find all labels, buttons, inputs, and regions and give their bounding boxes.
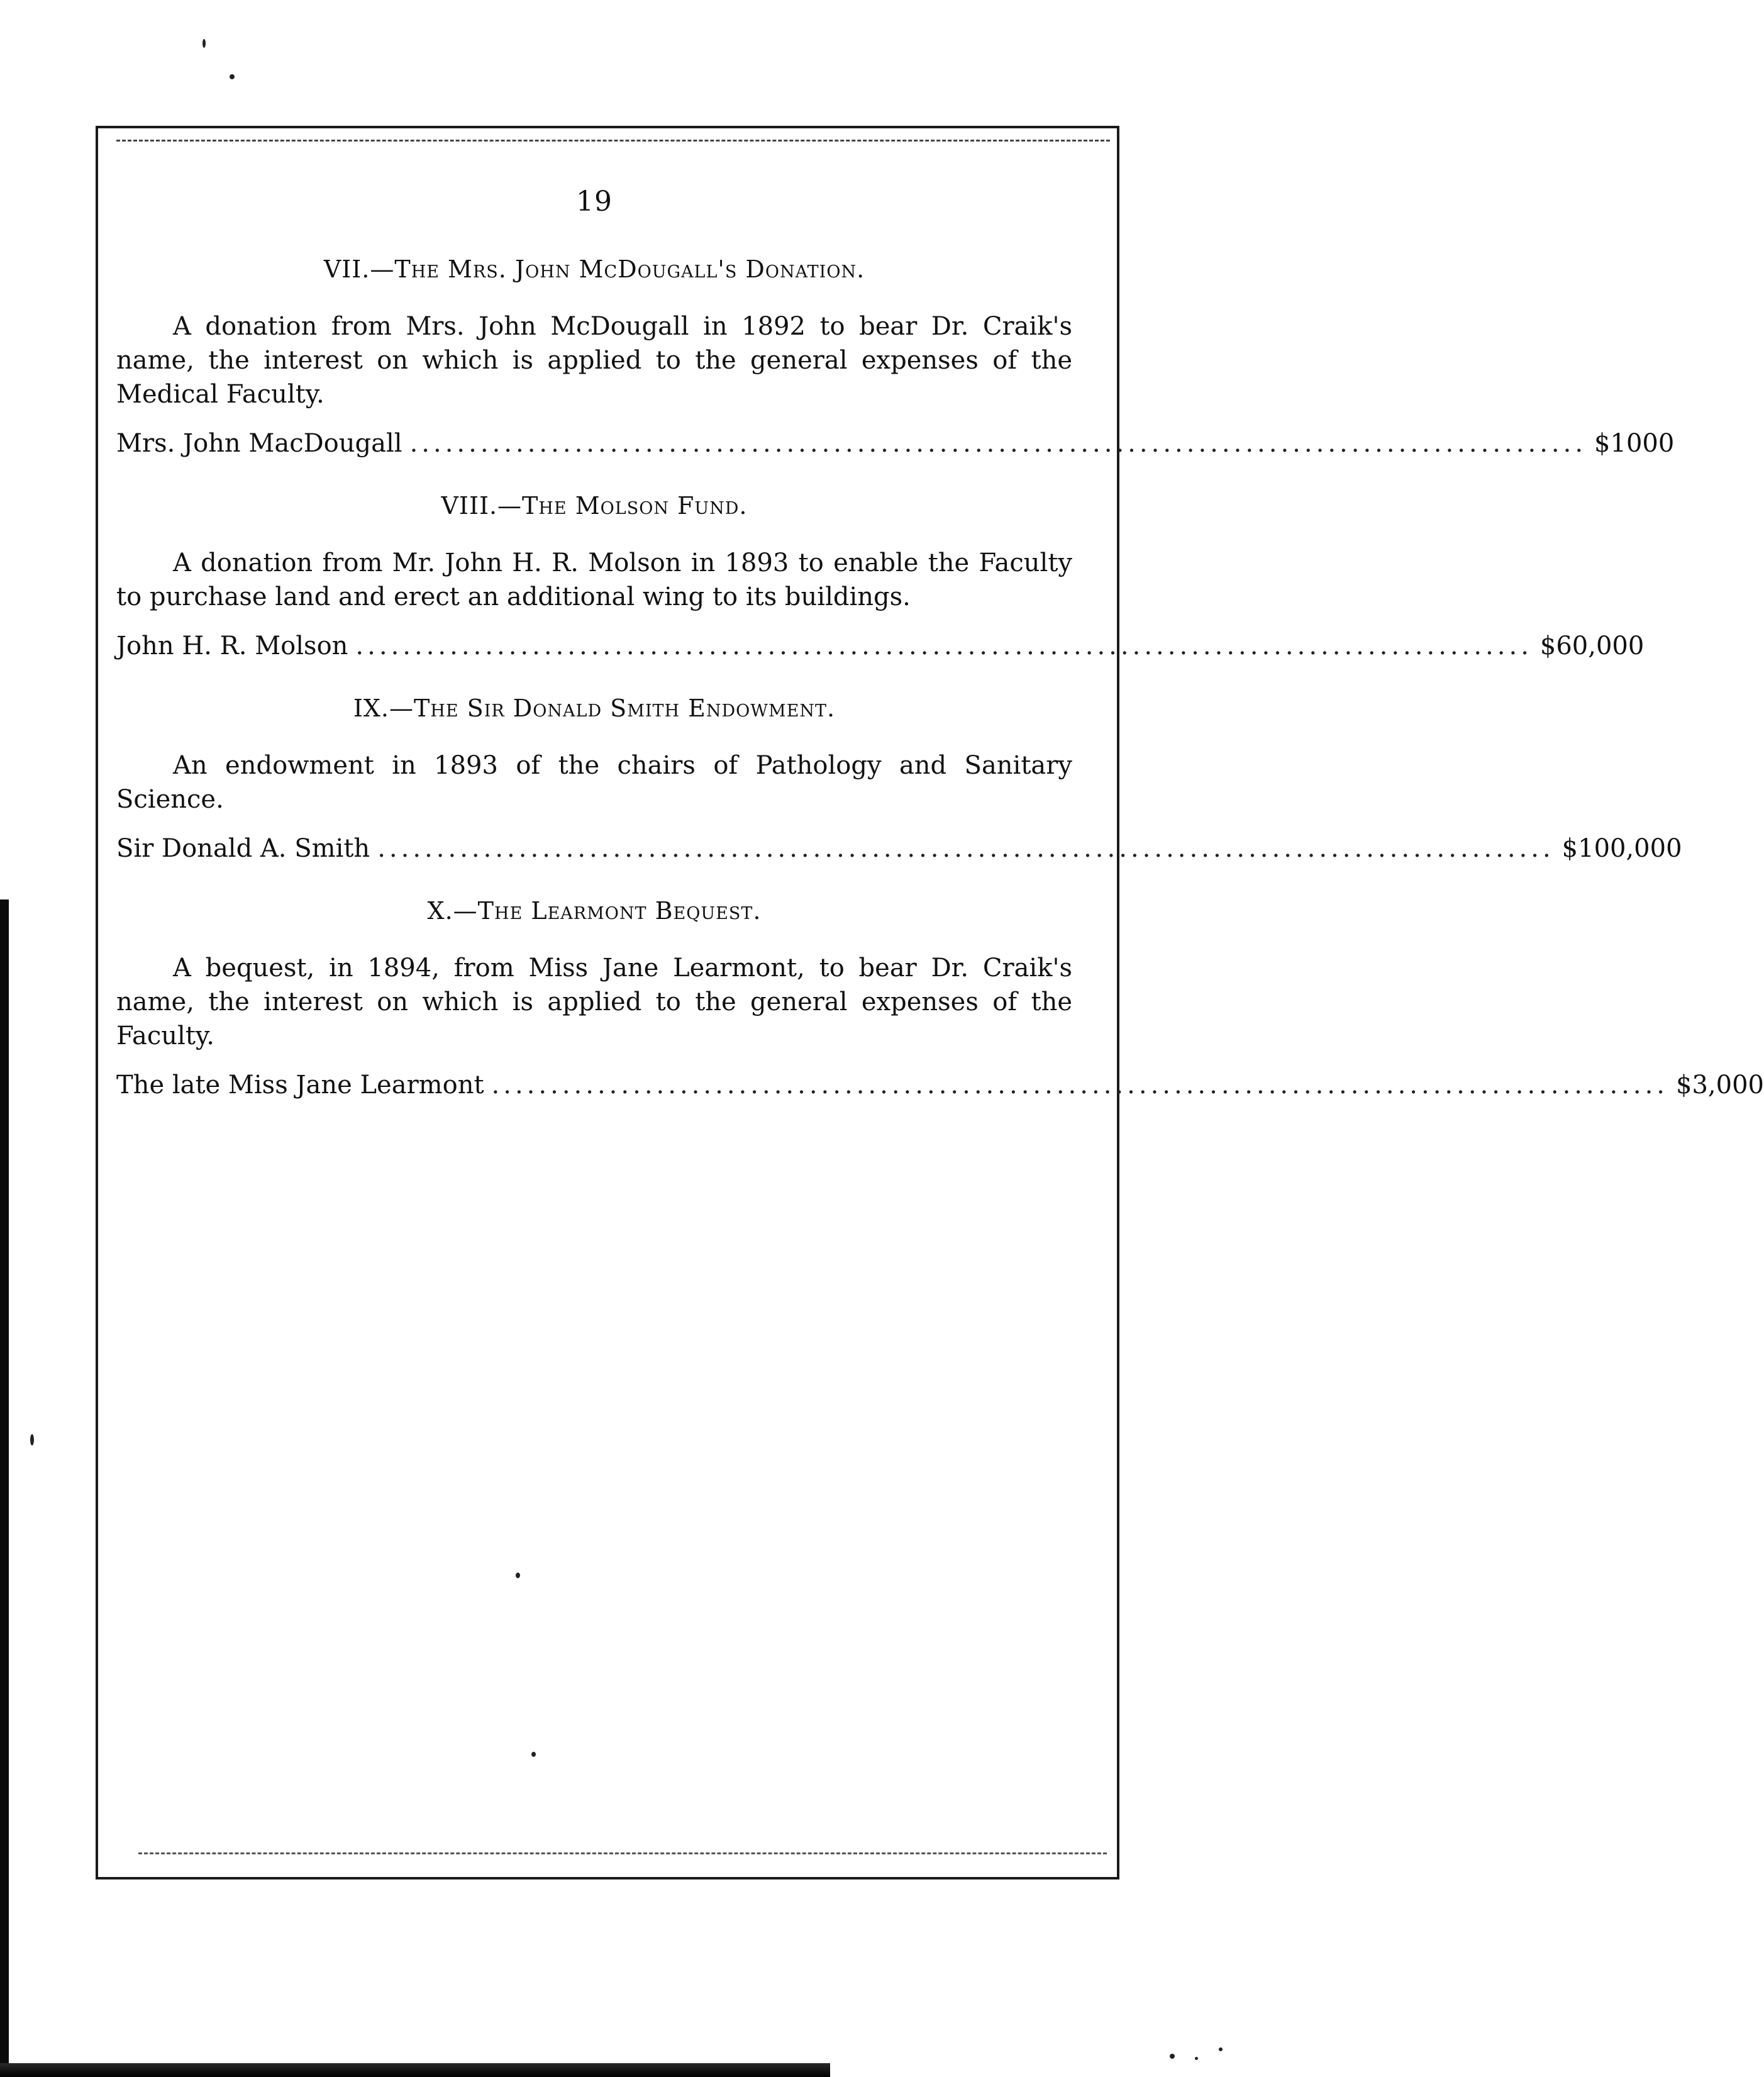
section-title: VIII.—The Molson Fund. — [441, 492, 748, 520]
section-paragraph: A donation from Mrs. John McDougall in 1892 to bear Dr. Craik's name, the interest on which is applied to the general expenses of the Medical Faculty. — [116, 312, 1072, 409]
ledger-line — [116, 1068, 1764, 1102]
section-molson-fund — [116, 492, 1645, 663]
ledger-line — [116, 832, 1682, 866]
donor-name: Sir Donald A. Smith — [116, 834, 370, 863]
section-mcdougall-donation — [116, 255, 1675, 460]
page-number: 19 — [576, 186, 613, 218]
section-paragraph: A bequest, in 1894, from Miss Jane Learmont, to bear Dr. Craik's name, the interest on which is applied to the general expenses of the Faculty. — [116, 954, 1072, 1050]
dot-leader: .................................................................................................... — [409, 429, 1587, 458]
donation-amount: $100,000 — [1562, 834, 1682, 863]
donor-name: The late Miss Jane Learmont — [116, 1071, 484, 1100]
donation-amount: $3,000 — [1676, 1071, 1764, 1100]
scan-edge-bottom — [0, 2063, 830, 2077]
donor-name: Mrs. John MacDougall — [116, 429, 402, 458]
section-learmont-bequest — [116, 897, 1764, 1102]
scan-speck — [230, 74, 235, 79]
scan-speck — [202, 39, 206, 48]
page-content — [116, 186, 1764, 1133]
donation-amount: $1000 — [1594, 429, 1675, 458]
section-paragraph: A donation from Mr. John H. R. Molson in 1893 to enable the Faculty to purchase land and erect an additional wing to its buildings. — [116, 548, 1072, 611]
dot-leader: .................................................................................................... — [355, 632, 1533, 660]
ledger-line — [116, 426, 1675, 460]
scan-speck — [1195, 2057, 1198, 2060]
scan-speck — [1219, 2047, 1223, 2051]
scan-speck — [1170, 2054, 1175, 2059]
section-paragraph: An endowment in 1893 of the chairs of Pathology and Sanitary Science. — [116, 751, 1072, 814]
donor-name: John H. R. Molson — [116, 632, 348, 660]
scan-speck — [30, 1434, 34, 1445]
dot-leader: .................................................................................................... — [377, 834, 1555, 863]
section-title: X.—The Learmont Bequest. — [427, 897, 762, 925]
top-rule — [116, 140, 1110, 142]
dot-leader: .................................................................................................... — [491, 1071, 1669, 1100]
scan-edge-left — [0, 899, 9, 2077]
donation-amount: $60,000 — [1539, 632, 1645, 660]
section-title: IX.—The Sir Donald Smith Endowment. — [353, 694, 836, 722]
section-smith-endowment — [116, 694, 1682, 866]
bottom-rule — [138, 1852, 1107, 1854]
section-title: VII.—The Mrs. John McDougall's Donation. — [323, 255, 865, 283]
ledger-line — [116, 629, 1645, 663]
